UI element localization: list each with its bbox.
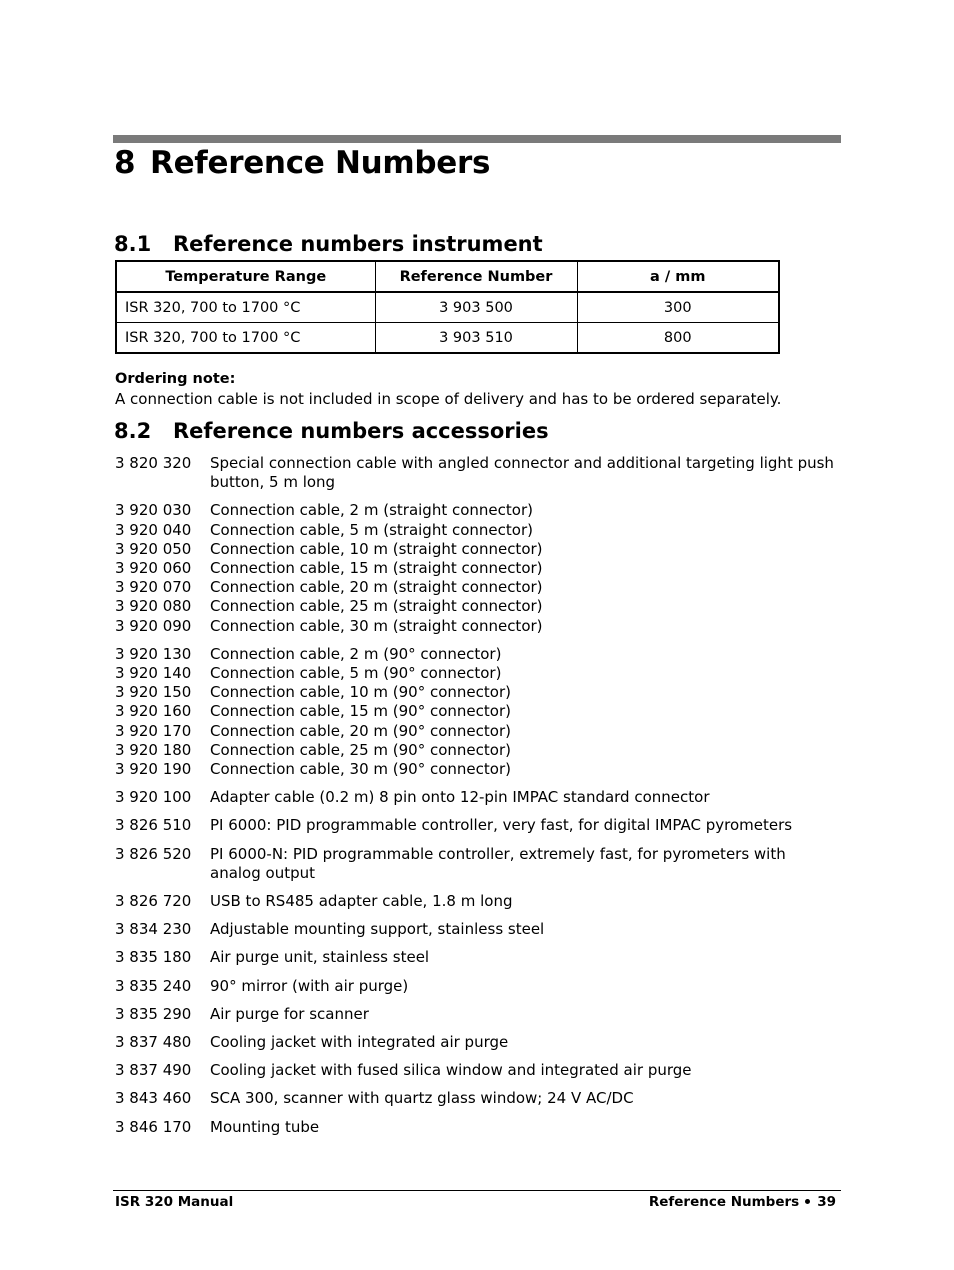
chapter-heading [114, 145, 490, 181]
accessory-description: Connection cable, 25 m (90° connector) [210, 740, 511, 759]
accessory-code: 3 920 070 [115, 578, 192, 597]
accessory-group [115, 1118, 841, 1137]
footer-rule [113, 1190, 841, 1191]
accessory-code: 3 920 190 [115, 760, 192, 779]
table-header-cell: Temperature Range [116, 261, 375, 292]
accessory-code: 3 826 720 [115, 892, 192, 911]
list-item [115, 702, 841, 721]
table-header-row [116, 261, 779, 292]
accessory-description: Adjustable mounting support, stainless steel [210, 920, 545, 939]
accessory-code: 3 820 320 [115, 454, 192, 472]
accessory-code: 3 920 160 [115, 702, 192, 721]
list-item [115, 617, 841, 636]
accessory-code: 3 920 140 [115, 664, 192, 683]
accessory-code: 3 826 510 [115, 816, 192, 835]
accessory-code: 3 920 050 [115, 539, 192, 558]
section-number: 8.2 [114, 419, 152, 443]
accessory-code: 3 920 060 [115, 559, 192, 578]
accessory-code: 3 920 040 [115, 520, 192, 539]
accessory-description: Connection cable, 5 m (90° connector) [210, 664, 502, 683]
accessory-description: Special connection cable with angled connector and additional targeting light push button, 5 m long [210, 454, 834, 492]
table-cell: 3 903 500 [375, 292, 577, 323]
accessory-group [115, 1033, 841, 1052]
accessory-code: 3 920 090 [115, 616, 192, 635]
accessory-group [115, 948, 841, 967]
accessory-description: Air purge unit, stainless steel [210, 948, 430, 967]
accessory-code: 3 826 520 [115, 844, 192, 863]
accessory-code: 3 920 080 [115, 597, 192, 616]
list-item [115, 501, 841, 520]
list-item [115, 540, 841, 559]
list-item [115, 845, 841, 883]
section-heading-accessories [114, 419, 549, 443]
accessory-description: SCA 300, scanner with quartz glass window; 24 V AC/DC [210, 1089, 634, 1108]
accessory-description: PI 6000: PID programmable controller, very fast, for digital IMPAC pyrometers [210, 816, 793, 835]
accessory-description: Connection cable, 10 m (straight connector) [210, 539, 543, 558]
accessory-description: Connection cable, 10 m (90° connector) [210, 683, 511, 702]
list-item [115, 977, 841, 996]
accessory-code: 3 920 130 [115, 644, 192, 663]
accessory-code: 3 835 290 [115, 1004, 192, 1023]
list-item [115, 920, 841, 939]
accessory-code: 3 920 170 [115, 721, 192, 740]
table-row [116, 323, 779, 354]
accessory-group [115, 977, 841, 996]
instrument-reference-table [115, 260, 780, 354]
ordering-note-text: A connection cable is not included in scope of delivery and has to be ordered separately. [115, 390, 782, 408]
section-title: Reference numbers instrument [173, 232, 543, 256]
list-item [115, 948, 841, 967]
accessory-description: Mounting tube [210, 1117, 320, 1136]
accessory-code: 3 920 100 [115, 788, 192, 807]
accessory-description: Connection cable, 15 m (straight connector) [210, 559, 543, 578]
accessory-description: Connection cable, 30 m (90° connector) [210, 760, 511, 779]
list-item [115, 521, 841, 540]
accessory-group [115, 645, 841, 779]
accessory-code: 3 846 170 [115, 1117, 192, 1136]
list-item [115, 788, 841, 807]
accessory-description: Adapter cable (0.2 m) 8 pin onto 12-pin IMPAC standard connector [210, 788, 710, 807]
table-header-cell: a / mm [577, 261, 779, 292]
table-cell: ISR 320, 700 to 1700 °C [116, 292, 375, 323]
footer-section-label: Reference Numbers [648, 1194, 800, 1210]
list-item [115, 683, 841, 702]
table-cell: 300 [577, 292, 779, 323]
chapter-number: 8 [114, 145, 136, 181]
accessory-group [115, 1061, 841, 1080]
list-item [115, 578, 841, 597]
accessory-code: 3 834 230 [115, 920, 192, 939]
accessory-group [115, 816, 841, 835]
chapter-title: Reference Numbers [150, 145, 491, 181]
accessory-description: 90° mirror (with air purge) [210, 976, 409, 995]
accessory-group [115, 892, 841, 911]
list-item [115, 645, 841, 664]
accessory-description: Connection cable, 20 m (straight connector) [210, 578, 543, 597]
list-item [115, 454, 841, 492]
list-item [115, 1061, 841, 1080]
list-item [115, 892, 841, 911]
accessory-description: Cooling jacket with fused silica window and integrated air purge [210, 1061, 692, 1080]
list-item [115, 1118, 841, 1137]
list-item [115, 741, 841, 760]
accessory-group [115, 501, 841, 635]
list-item [115, 760, 841, 779]
accessory-description: Air purge for scanner [210, 1004, 369, 1023]
accessory-group [115, 1005, 841, 1024]
accessory-description: PI 6000-N: PID programmable controller, extremely fast, for pyrometers with analog output [210, 844, 786, 882]
accessory-description: Connection cable, 5 m (straight connector) [210, 520, 533, 539]
accessory-code: 3 837 490 [115, 1061, 192, 1080]
accessory-code: 3 843 460 [115, 1089, 192, 1108]
accessory-description: Connection cable, 2 m (straight connector) [210, 501, 533, 520]
accessory-description: Connection cable, 30 m (straight connector) [210, 616, 543, 635]
accessory-group [115, 845, 841, 883]
accessories-list [115, 454, 841, 1146]
accessory-description: Connection cable, 20 m (90° connector) [210, 721, 511, 740]
table-cell: 3 903 510 [375, 323, 577, 354]
accessory-group [115, 920, 841, 939]
footer-page-info [649, 1194, 836, 1210]
accessory-code: 3 835 180 [115, 948, 192, 967]
accessory-description: USB to RS485 adapter cable, 1.8 m long [210, 892, 513, 911]
ordering-note-title: Ordering note: [115, 371, 236, 387]
accessory-group [115, 1089, 841, 1108]
accessory-description: Connection cable, 15 m (90° connector) [210, 702, 511, 721]
accessory-code: 3 920 180 [115, 740, 192, 759]
list-item [115, 1033, 841, 1052]
table-header-cell: Reference Number [375, 261, 577, 292]
table-cell: 800 [577, 323, 779, 354]
list-item [115, 597, 841, 616]
chapter-rule [113, 135, 841, 143]
list-item [115, 559, 841, 578]
accessory-description: Connection cable, 2 m (90° connector) [210, 644, 502, 663]
section-heading-instrument [114, 232, 543, 256]
accessory-code: 3 920 030 [115, 501, 192, 520]
accessory-code: 3 920 150 [115, 683, 192, 702]
table-cell: ISR 320, 700 to 1700 °C [116, 323, 375, 354]
footer-manual-title: ISR 320 Manual [115, 1194, 234, 1210]
section-title: Reference numbers accessories [173, 419, 549, 443]
list-item [115, 1005, 841, 1024]
accessory-code: 3 837 480 [115, 1033, 192, 1052]
accessory-description: Cooling jacket with integrated air purge [210, 1033, 509, 1052]
accessory-code: 3 835 240 [115, 976, 192, 995]
table-row [116, 292, 779, 323]
page-number: 39 [817, 1194, 836, 1210]
accessory-group [115, 454, 841, 492]
accessory-group [115, 788, 841, 807]
list-item [115, 664, 841, 683]
section-number: 8.1 [114, 232, 152, 256]
accessory-description: Connection cable, 25 m (straight connector) [210, 597, 543, 616]
list-item [115, 722, 841, 741]
list-item [115, 816, 841, 835]
bullet-icon [805, 1199, 810, 1204]
list-item [115, 1089, 841, 1108]
